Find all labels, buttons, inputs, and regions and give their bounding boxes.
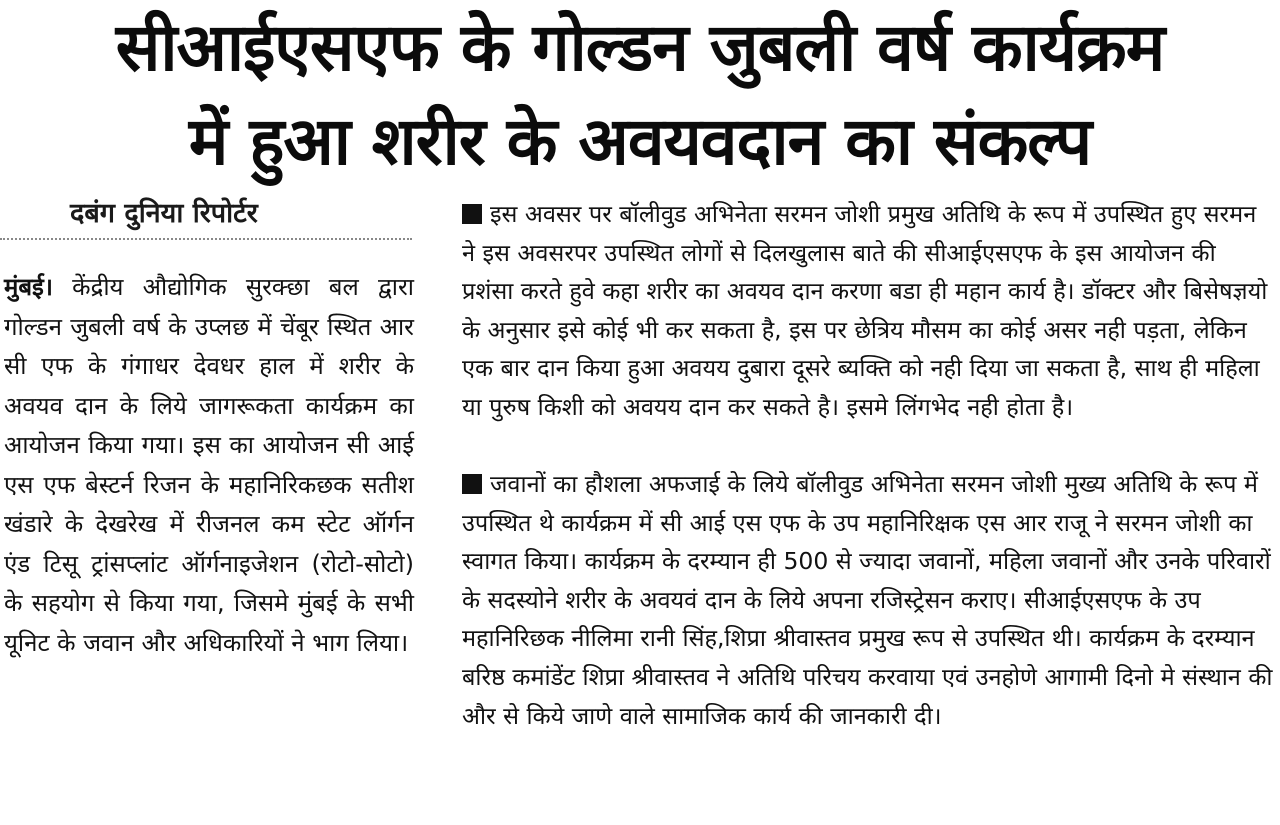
byline: दबंग दुनिया रिपोर्टर (70, 198, 258, 229)
dateline: मुंबई। (4, 273, 53, 301)
left-column-article (4, 268, 414, 663)
right-column-paragraph-2 (462, 465, 1274, 735)
bullet-square-icon (462, 204, 482, 224)
paragraph-1-text: इस अवसर पर बॉलीवुड अभिनेता सरमन जोशी प्रमुख अतिथि के रूप में उपस्थित हुए सरमन ने इस अवसरपर उपस्थित लोगों से दिलखुलास बाते की सीआईएसएफ के इस आयोजन की प्रशंसा करते हुवे कहा शरीर का अवयव दान करणा बडा ही महान कार्य है। डॉक्टर और बिसेषज्ञयो के अनुसार इसे कोई भी कर सकता है, इस पर छेत्रिय मौसम का कोई असर नही पड़ता, लेकिन एक बार दान किया हुआ अवयय दुबारा दूसरे ब्यक्ति को नही दिया जा सकता है, साथ ही महिला या पुरुष किशी को अवयय दान कर सकते है। इसमे लिंगभेद नही होता है। (462, 200, 1268, 421)
byline-divider (0, 238, 412, 240)
headline-line-1: सीआईएसएफ के गोल्डन जुबली वर्ष कार्यक्रम (115, 9, 1165, 86)
left-column-text: केंद्रीय औद्योगिक सुरक्छा बल द्वारा गोल्डन जुबली वर्ष के उप्लछ में चेंबूर स्थित आर सी एफ के गंगाधर देवधर हाल में शरीर के अवयव दान के लिये जागरूकता कार्यक्रम का आयोजन किया गया। इस का आयोजन सी आई एस एफ बेस्टर्न रिजन के महानिरिकछक सतीश खंडारे के देखरेख में रीजनल कम स्टेट ऑर्गन एंड टिसू ट्रांसप्लांट ऑर्गनाइजेशन (रोटो-सोटो) के सहयोग से किया गया, जिसमे मुंबई के सभी यूनिट के जवान और अधिकारियों ने भाग लिया। (4, 273, 414, 657)
bullet-square-icon (462, 474, 482, 494)
right-column-paragraph-1 (462, 195, 1274, 427)
paragraph-2-text: जवानों का हौशला अफजाई के लिये बॉलीवुड अभिनेता सरमन जोशी मुख्य अतिथि के रूप में उपस्थित थे कार्यक्रम में सी आई एस एफ के उप महानिरिक्षक एस आर राजू ने सरमन जोशी का स्वागत किया। कार्यक्रम के दरम्यान ही 500 से ज्यादा जवानों, महिला जवानों और उनके परिवारों के सदस्योने शरीर के अवयवं दान के लिये अपना रजिस्ट्रेसन कराए। सीआईएसएफ के उप महानिरिछक नीलिमा रानी सिंह,शिप्रा श्रीवास्तव प्रमुख रूप से उपस्थित थी। कार्यक्रम के दरम्यान बरिष्ठ कमांडेंट शिप्रा श्रीवास्तव ने अतिथि परिचय करवाया एवं उनहोणे आगामी दिनो मे संस्थान की और से किये जाणे वाले सामाजिक कार्य की जानकारी दी। (462, 470, 1273, 730)
headline-line-2: में हुआ शरीर के अवयवदान का संकल्प (188, 103, 1092, 180)
